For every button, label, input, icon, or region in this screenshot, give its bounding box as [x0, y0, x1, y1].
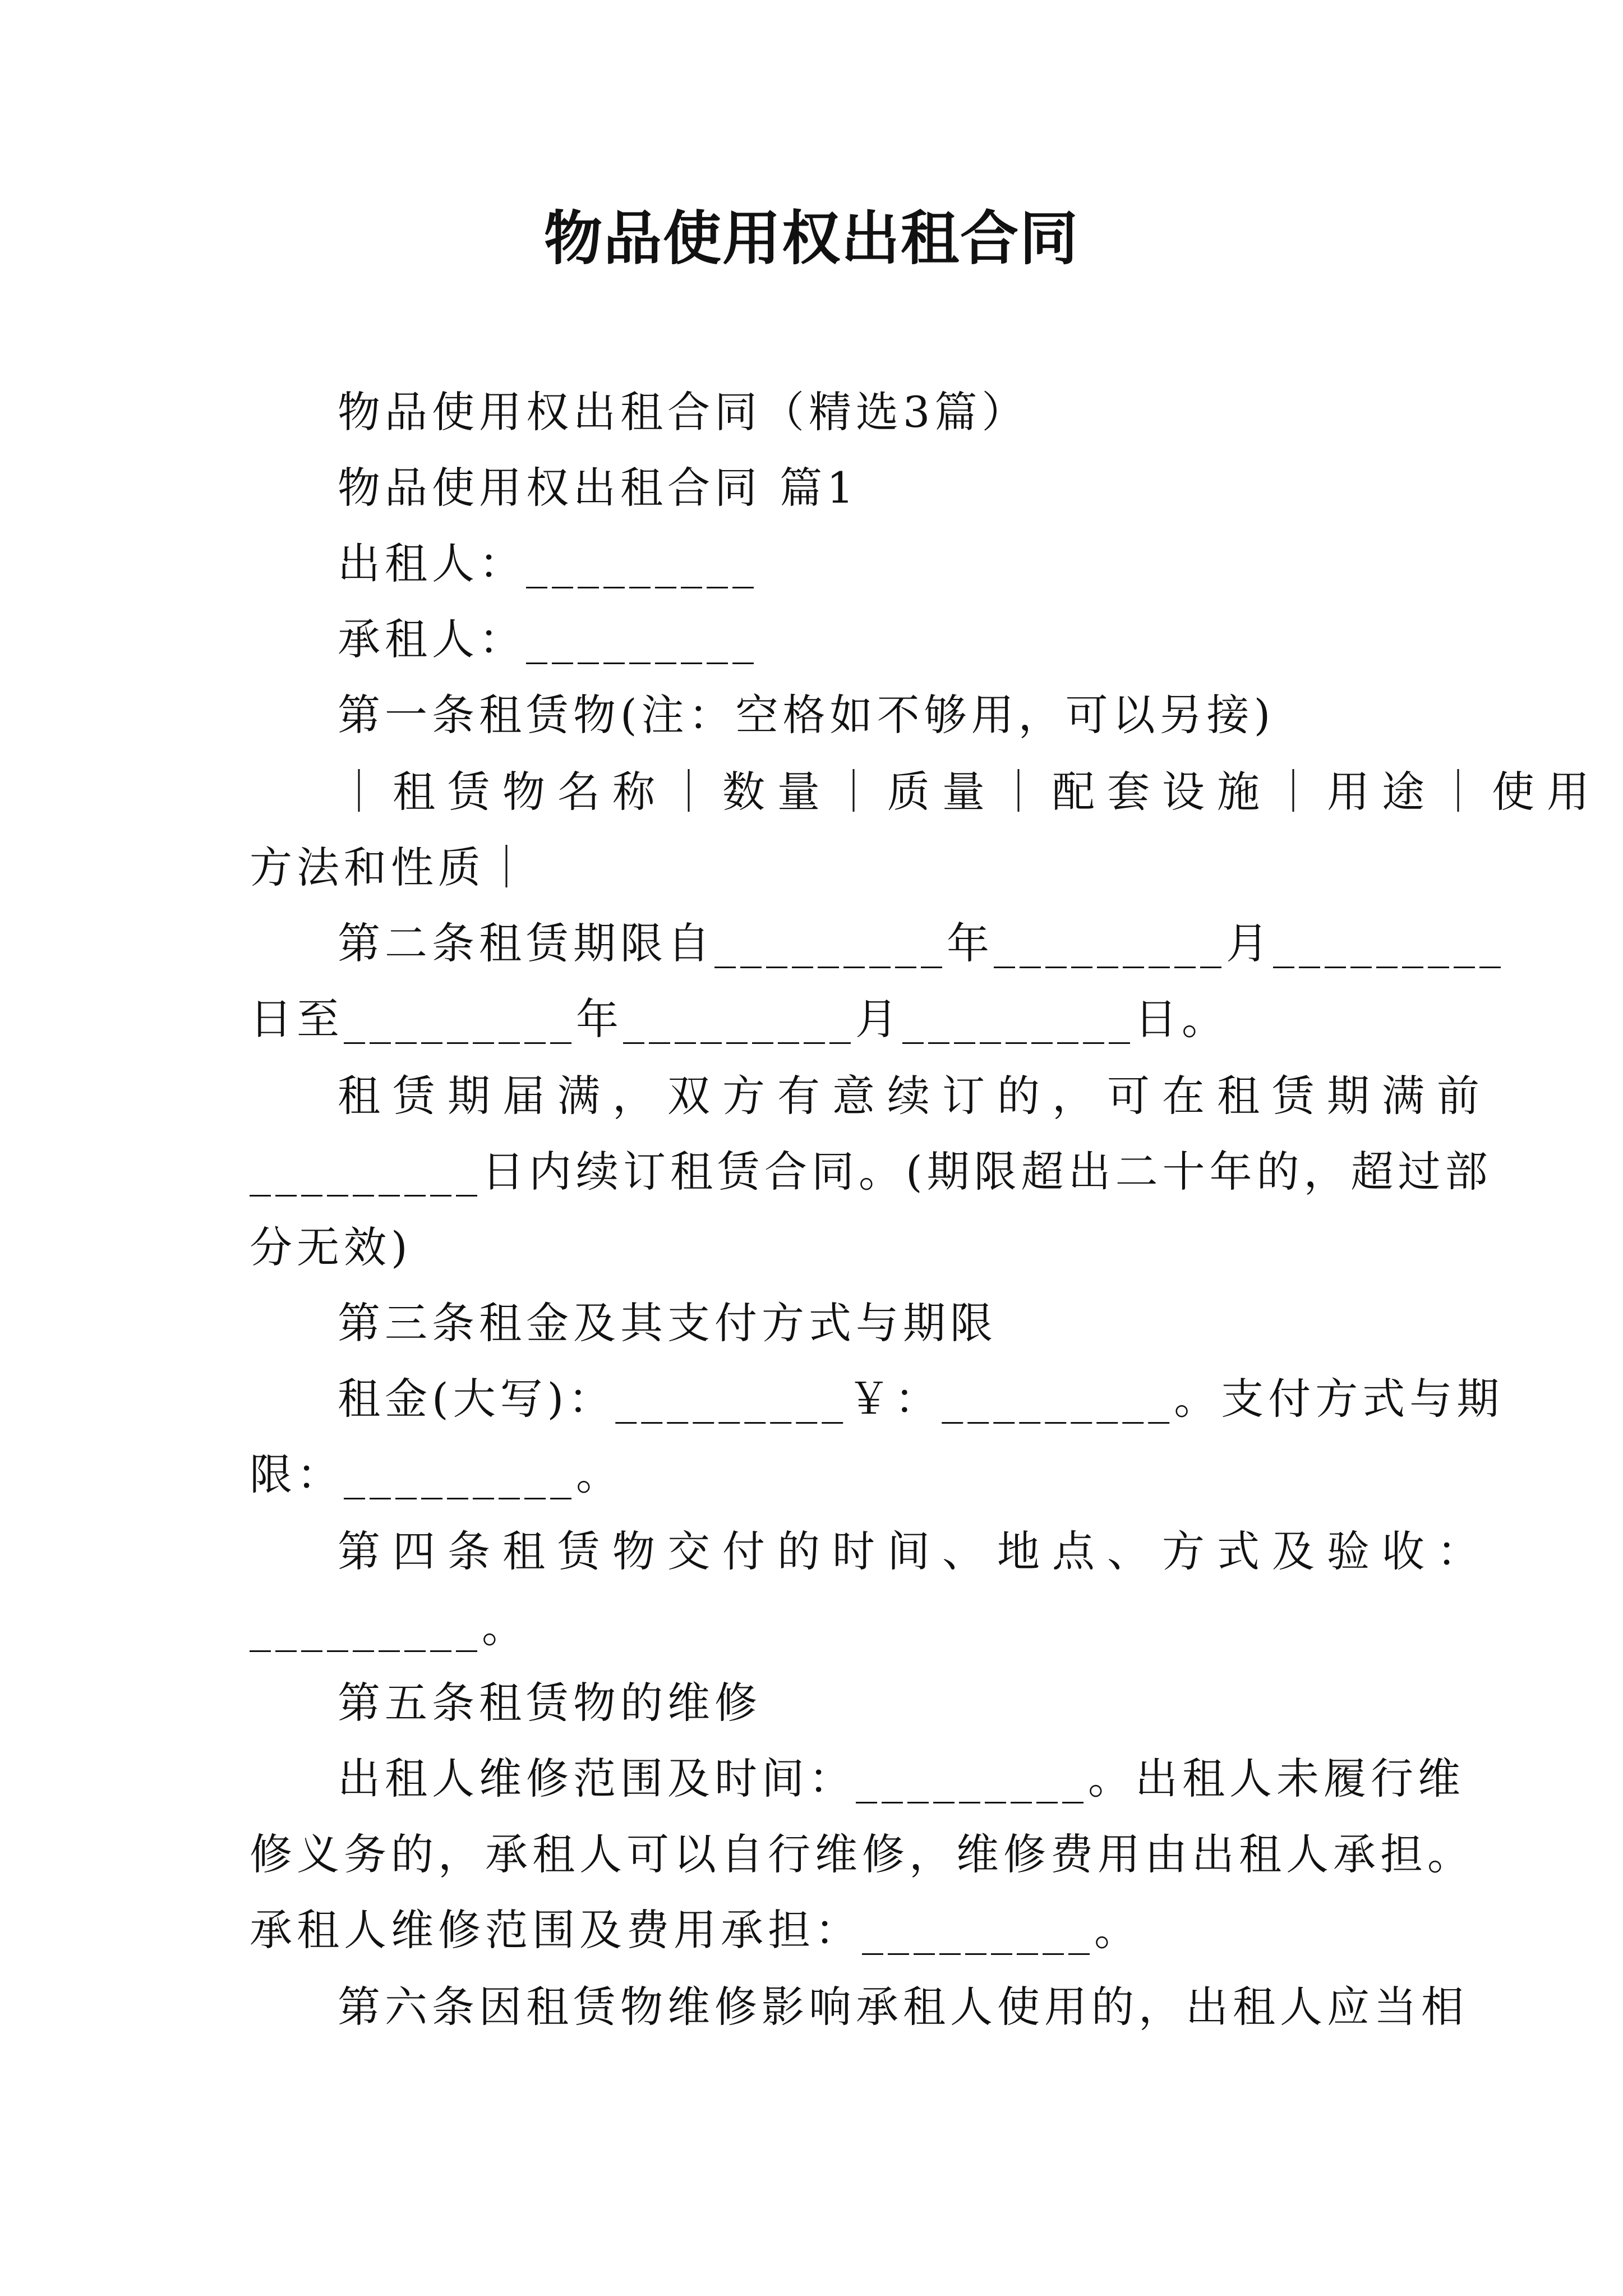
document-subtitle: 物品使用权出租合同（精选3篇） — [338, 387, 1029, 437]
lessor-field: 出租人：_________ — [338, 539, 758, 588]
clause-3-heading: 第三条租金及其支付方式与期限 — [338, 1298, 997, 1348]
lessor-repair-text: 出租人维修范围及时间：_________。出租人未履行维 — [338, 1754, 1465, 1803]
clause-6-text: 第六条因租赁物维修影响承租人使用的，出租人应当相 — [338, 1982, 1468, 2032]
rent-text: 租金(大写)：_________￥：_________。支付方式与期 — [338, 1374, 1504, 1424]
lessor-repair-text-cont: 修义务的，承租人可以自行维修，维修费用由出租人承担。 — [250, 1829, 1474, 1879]
clause-5-heading: 第五条租赁物的维修 — [338, 1678, 762, 1728]
lessee-field: 承租人：_________ — [338, 614, 758, 664]
section-heading: 物品使用权出租合同 篇1 — [338, 463, 859, 513]
clause-1-table-header: ｜租赁物名称｜数量｜质量｜配套设施｜用途｜使用 — [338, 767, 1602, 817]
clause-2-text-cont: 日至_________年_________月_________日。 — [250, 994, 1229, 1044]
renewal-text-end: 分无效) — [250, 1222, 412, 1272]
clause-4-heading: 第四条租赁物交付的时间、地点、方式及验收： — [338, 1526, 1492, 1576]
renewal-text: 租赁期届满，双方有意续订的，可在租赁期满前 — [338, 1071, 1492, 1121]
clause-4-blank: _________。 — [250, 1602, 529, 1652]
clause-1-table-header-cont: 方法和性质｜ — [250, 843, 532, 892]
rent-text-cont: 限：_________。 — [250, 1450, 623, 1499]
lessee-repair-text: 承租人维修范围及费用承担：_________。 — [250, 1905, 1141, 1955]
clause-2-text: 第二条租赁期限自_________年_________月_________ — [338, 918, 1505, 968]
document-title: 物品使用权出租合同 — [543, 204, 1079, 273]
renewal-text-cont: _________日内续订租赁合同。(期限超出二十年的，超过部 — [250, 1147, 1492, 1197]
clause-1-heading: 第一条租赁物(注：空格如不够用，可以另接) — [338, 690, 1275, 740]
